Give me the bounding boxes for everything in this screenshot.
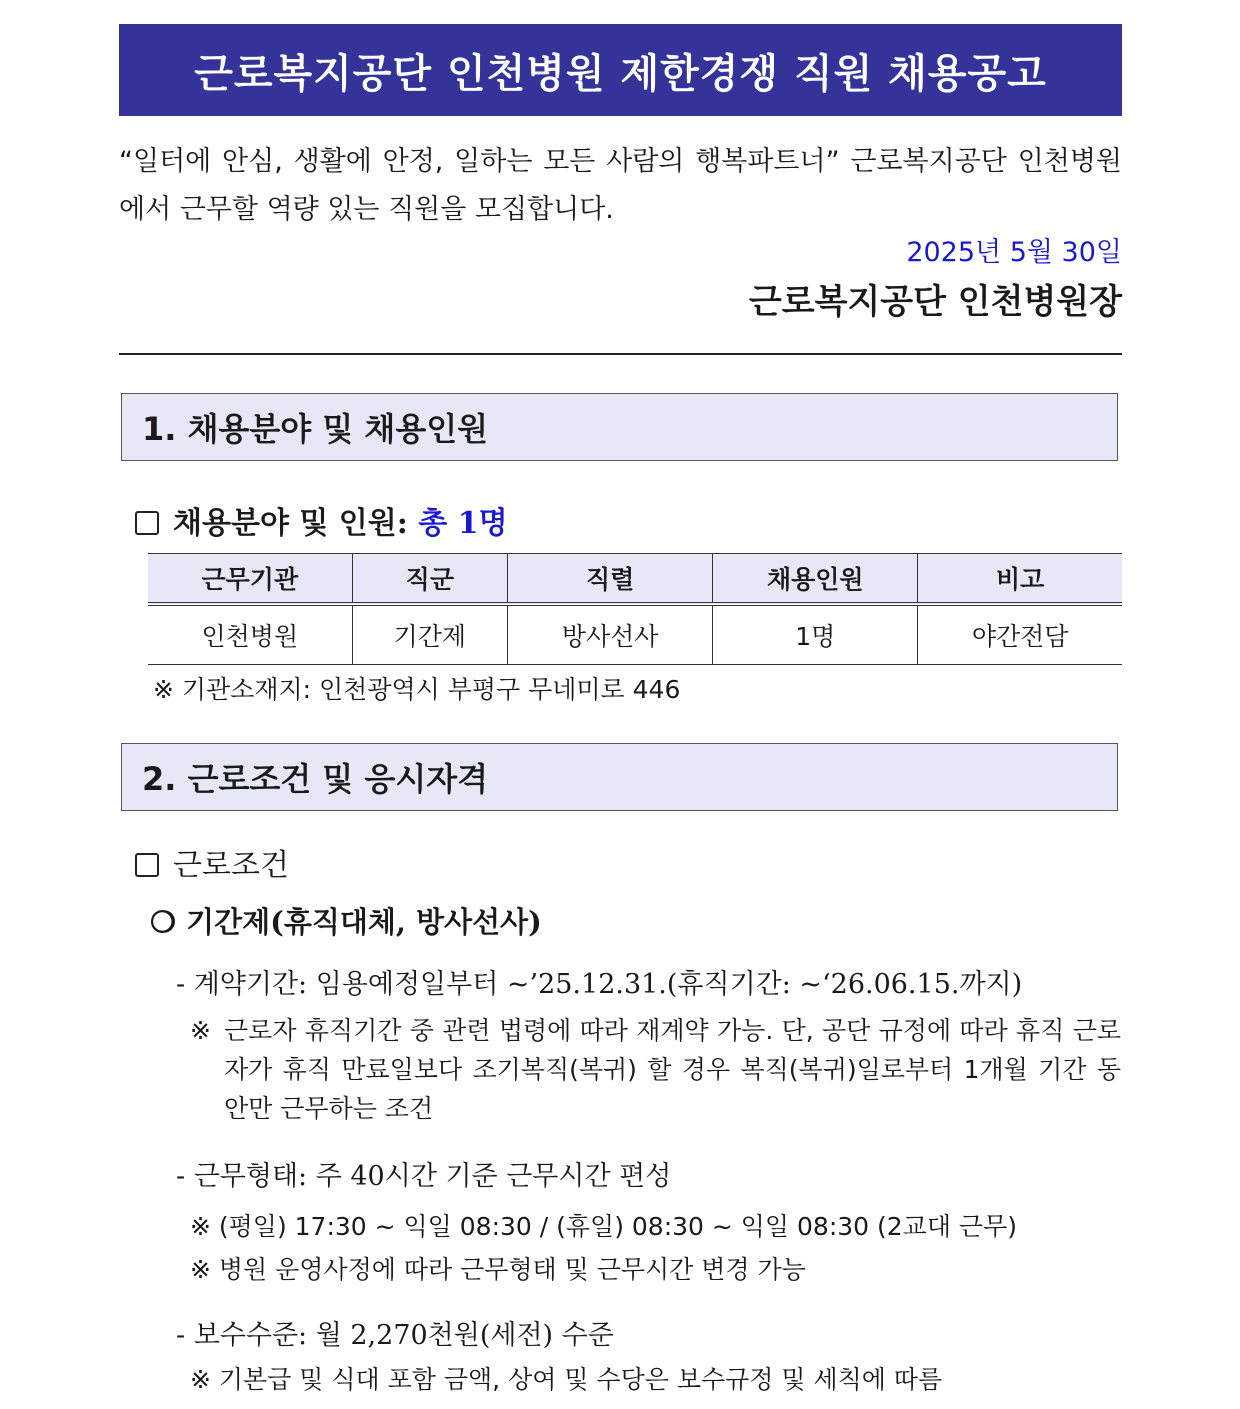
intro-text: “일터에 안심, 생활에 안정, 일하는 모든 사람의 행복파트너” 근로복지공단 인천병원에서 근무할 역량 있는 직원을 모집합니다. <box>119 146 1122 225</box>
table-header: 근무기관 <box>148 554 352 605</box>
page-title: 근로복지공단 인천병원 제한경쟁 직원 채용공고 <box>194 50 1047 97</box>
recruit-count-line <box>135 498 508 542</box>
recruit-count-value: 총 1명 <box>418 506 508 541</box>
table-header: 직렬 <box>508 554 713 605</box>
pay-note: ※ 기본급 및 식대 포함 금액, 상여 및 수당은 보수규정 및 세칙에 따름 <box>190 1365 943 1394</box>
table-cell: 기간제 <box>352 604 507 665</box>
table-header-row <box>148 554 1122 605</box>
note-mark: ※ <box>190 1016 211 1045</box>
checkbox-icon <box>135 511 159 535</box>
contract-period: - 계약기간: 임용예정일부터 ~’25.12.31.(휴직기간: ~‘26.06.15.까지) <box>176 969 1023 1000</box>
notice-date: 2025년 5월 30일 <box>906 237 1122 268</box>
table-cell: 방사선사 <box>508 604 713 665</box>
work-conditions-label: 근로조건 <box>173 848 289 883</box>
table-header: 직군 <box>352 554 507 605</box>
title-banner <box>119 24 1122 116</box>
section-2-heading: 2. 근로조건 및 응시자격 <box>121 743 1118 811</box>
pay-level: - 보수수준: 월 2,270천원(세전) 수준 <box>176 1320 614 1351</box>
signer: 근로복지공단 인천병원장 <box>748 282 1122 322</box>
address-note: ※ 기관소재지: 인천광역시 부평구 무네미로 446 <box>153 675 681 704</box>
table-cell: 야간전담 <box>918 604 1122 665</box>
table-cell: 인천병원 <box>148 604 352 665</box>
contract-note-text: 근로자 휴직기간 중 관련 법령에 따라 재계약 가능. 단, 공단 규정에 따라 휴직 근로자가 휴직 만료일보다 조기복직(복귀) 할 경우 복직(복귀)일로부터 1개월 기간 동안만 근무하는 조건 <box>224 1016 1121 1123</box>
contract-note <box>190 1011 1121 1128</box>
work-note-1: ※ (평일) 17:30 ~ 익일 08:30 / (휴일) 08:30 ~ 익일 08:30 (2교대 근무) <box>190 1212 1017 1241</box>
recruit-table <box>148 553 1122 665</box>
sub-heading: ❍ 기간제(휴직대체, 방사선사) <box>150 905 542 939</box>
work-note-2: ※ 병원 운영사정에 따라 근무형태 및 근무시간 변경 가능 <box>190 1255 806 1284</box>
table-header: 채용인원 <box>713 554 918 605</box>
table-cell: 1명 <box>713 604 918 665</box>
divider <box>119 353 1122 355</box>
work-conditions-line <box>135 840 289 884</box>
table-row <box>148 604 1122 665</box>
work-type: - 근무형태: 주 40시간 기준 근무시간 편성 <box>176 1161 672 1192</box>
recruit-count-label: 채용분야 및 인원: <box>173 506 408 541</box>
section-1-heading: 1. 채용분야 및 채용인원 <box>121 393 1118 461</box>
checkbox-icon <box>135 853 159 877</box>
table-header: 비고 <box>918 554 1122 605</box>
